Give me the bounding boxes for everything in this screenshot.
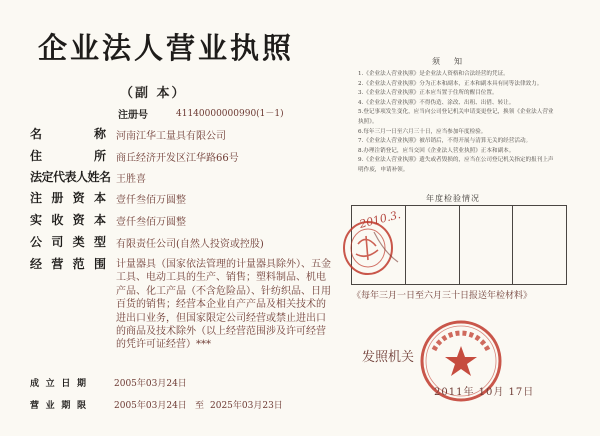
term-separator: 至: [195, 401, 205, 411]
inspection-cell: [513, 206, 566, 284]
notice-item: 4.《企业法人营业执照》不得伪造、涂改、出租、出借、转让。: [358, 99, 515, 106]
field-value-address: 商丘经济开发区江华路66号: [116, 153, 239, 164]
notice-item: 9.《企业法人营业执照》遗失或者毁损的，应当在公司登记机关指定的报刊上声明作废，申请补领。: [358, 157, 554, 173]
issuer-label: 发照机关: [362, 350, 415, 365]
inspection-cell: [460, 206, 514, 284]
business-scope-text: 计量器具（国家依法管理的计量器具除外）、五金工具、电动工具的生产、销售；塑料制品、机电产品、化工产品（不含危险品）、针纺织品、日用百货的销售；经营本企业自产产品及相关技术的进出口业务，但国家限定公司经营或禁止进出口的商品及技术除外（以上经营范围涉及许可经营的凭许可证经营）***: [116, 259, 331, 351]
field-value-company-type: 有限责任公司(自然人投资或控股): [116, 239, 264, 250]
notice-item: 5.登记事项发生变化，应当向公司登记机关申请变更登记，换领《企业法人营业执照》。: [358, 109, 554, 125]
field-label-registered-capital: 注册资本: [30, 191, 106, 205]
field-value-legal-rep: 王胜喜: [116, 174, 146, 185]
registration-label: 注册号: [118, 110, 148, 121]
inspection-title: 年度检验情况: [426, 194, 480, 203]
term-to-date: 2025年03月23日: [210, 401, 283, 411]
field-label-address: 住 所: [30, 149, 106, 163]
field-value-registered-capital: 壹仟叁佰万圆整: [116, 195, 186, 206]
field-label-paid-capital: 实收资本: [30, 213, 106, 227]
field-label-legal-rep: 法定代表人姓名: [30, 170, 111, 184]
issue-date: 2011年 10月 17日: [434, 387, 535, 398]
copy-label: （副 本）: [120, 86, 187, 101]
term-from-date: 2005年03月24日: [114, 401, 187, 411]
notice-title: 须 知: [432, 57, 465, 66]
field-label-name: 名 称: [30, 127, 106, 141]
notice-item: 8.办理注销登记，应当交回《企业法人营业执照》正本和副本。: [358, 147, 515, 154]
field-label-scope: 经营范围: [30, 257, 106, 271]
established-label: 成立日期: [30, 379, 86, 389]
field-value-paid-capital: 壹仟叁佰万圆整: [116, 217, 186, 228]
license-title: 企业法人营业执照: [38, 31, 295, 65]
established-date: 2005年03月24日: [114, 379, 187, 389]
notice-item: 2.《企业法人营业执照》分为正本和副本，正本和副本具有同等法律效力。: [358, 80, 543, 87]
notice-item: 1.《企业法人营业执照》是企业法人资格和合法经营的凭证。: [358, 71, 509, 77]
notice-list: [358, 70, 554, 176]
notice-item: 7.《企业法人营业执照》被吊销后，不得开展与清算无关的经营活动。: [358, 138, 532, 145]
term-label: 营业期限: [30, 401, 86, 411]
notice-item: 3.《企业法人营业执照》正本应当置于住所的醒目位置。: [358, 90, 498, 97]
inspection-stamp-date: 2010.3.: [358, 208, 402, 231]
notice-item: 6.每年三月一日至六月三十日，应当参加年度检验。: [358, 128, 487, 135]
inspection-cell: [406, 206, 460, 284]
annual-inspection-note: 《每年三月一日至六月三十日报送年检材料》: [352, 291, 533, 301]
registration-number: 41140000000990(1－1): [176, 109, 284, 119]
inspection-stamp-icon: [338, 214, 408, 278]
field-value-name: 河南江华工量具有限公司: [116, 131, 226, 142]
field-label-company-type: 公司类型: [30, 235, 106, 249]
